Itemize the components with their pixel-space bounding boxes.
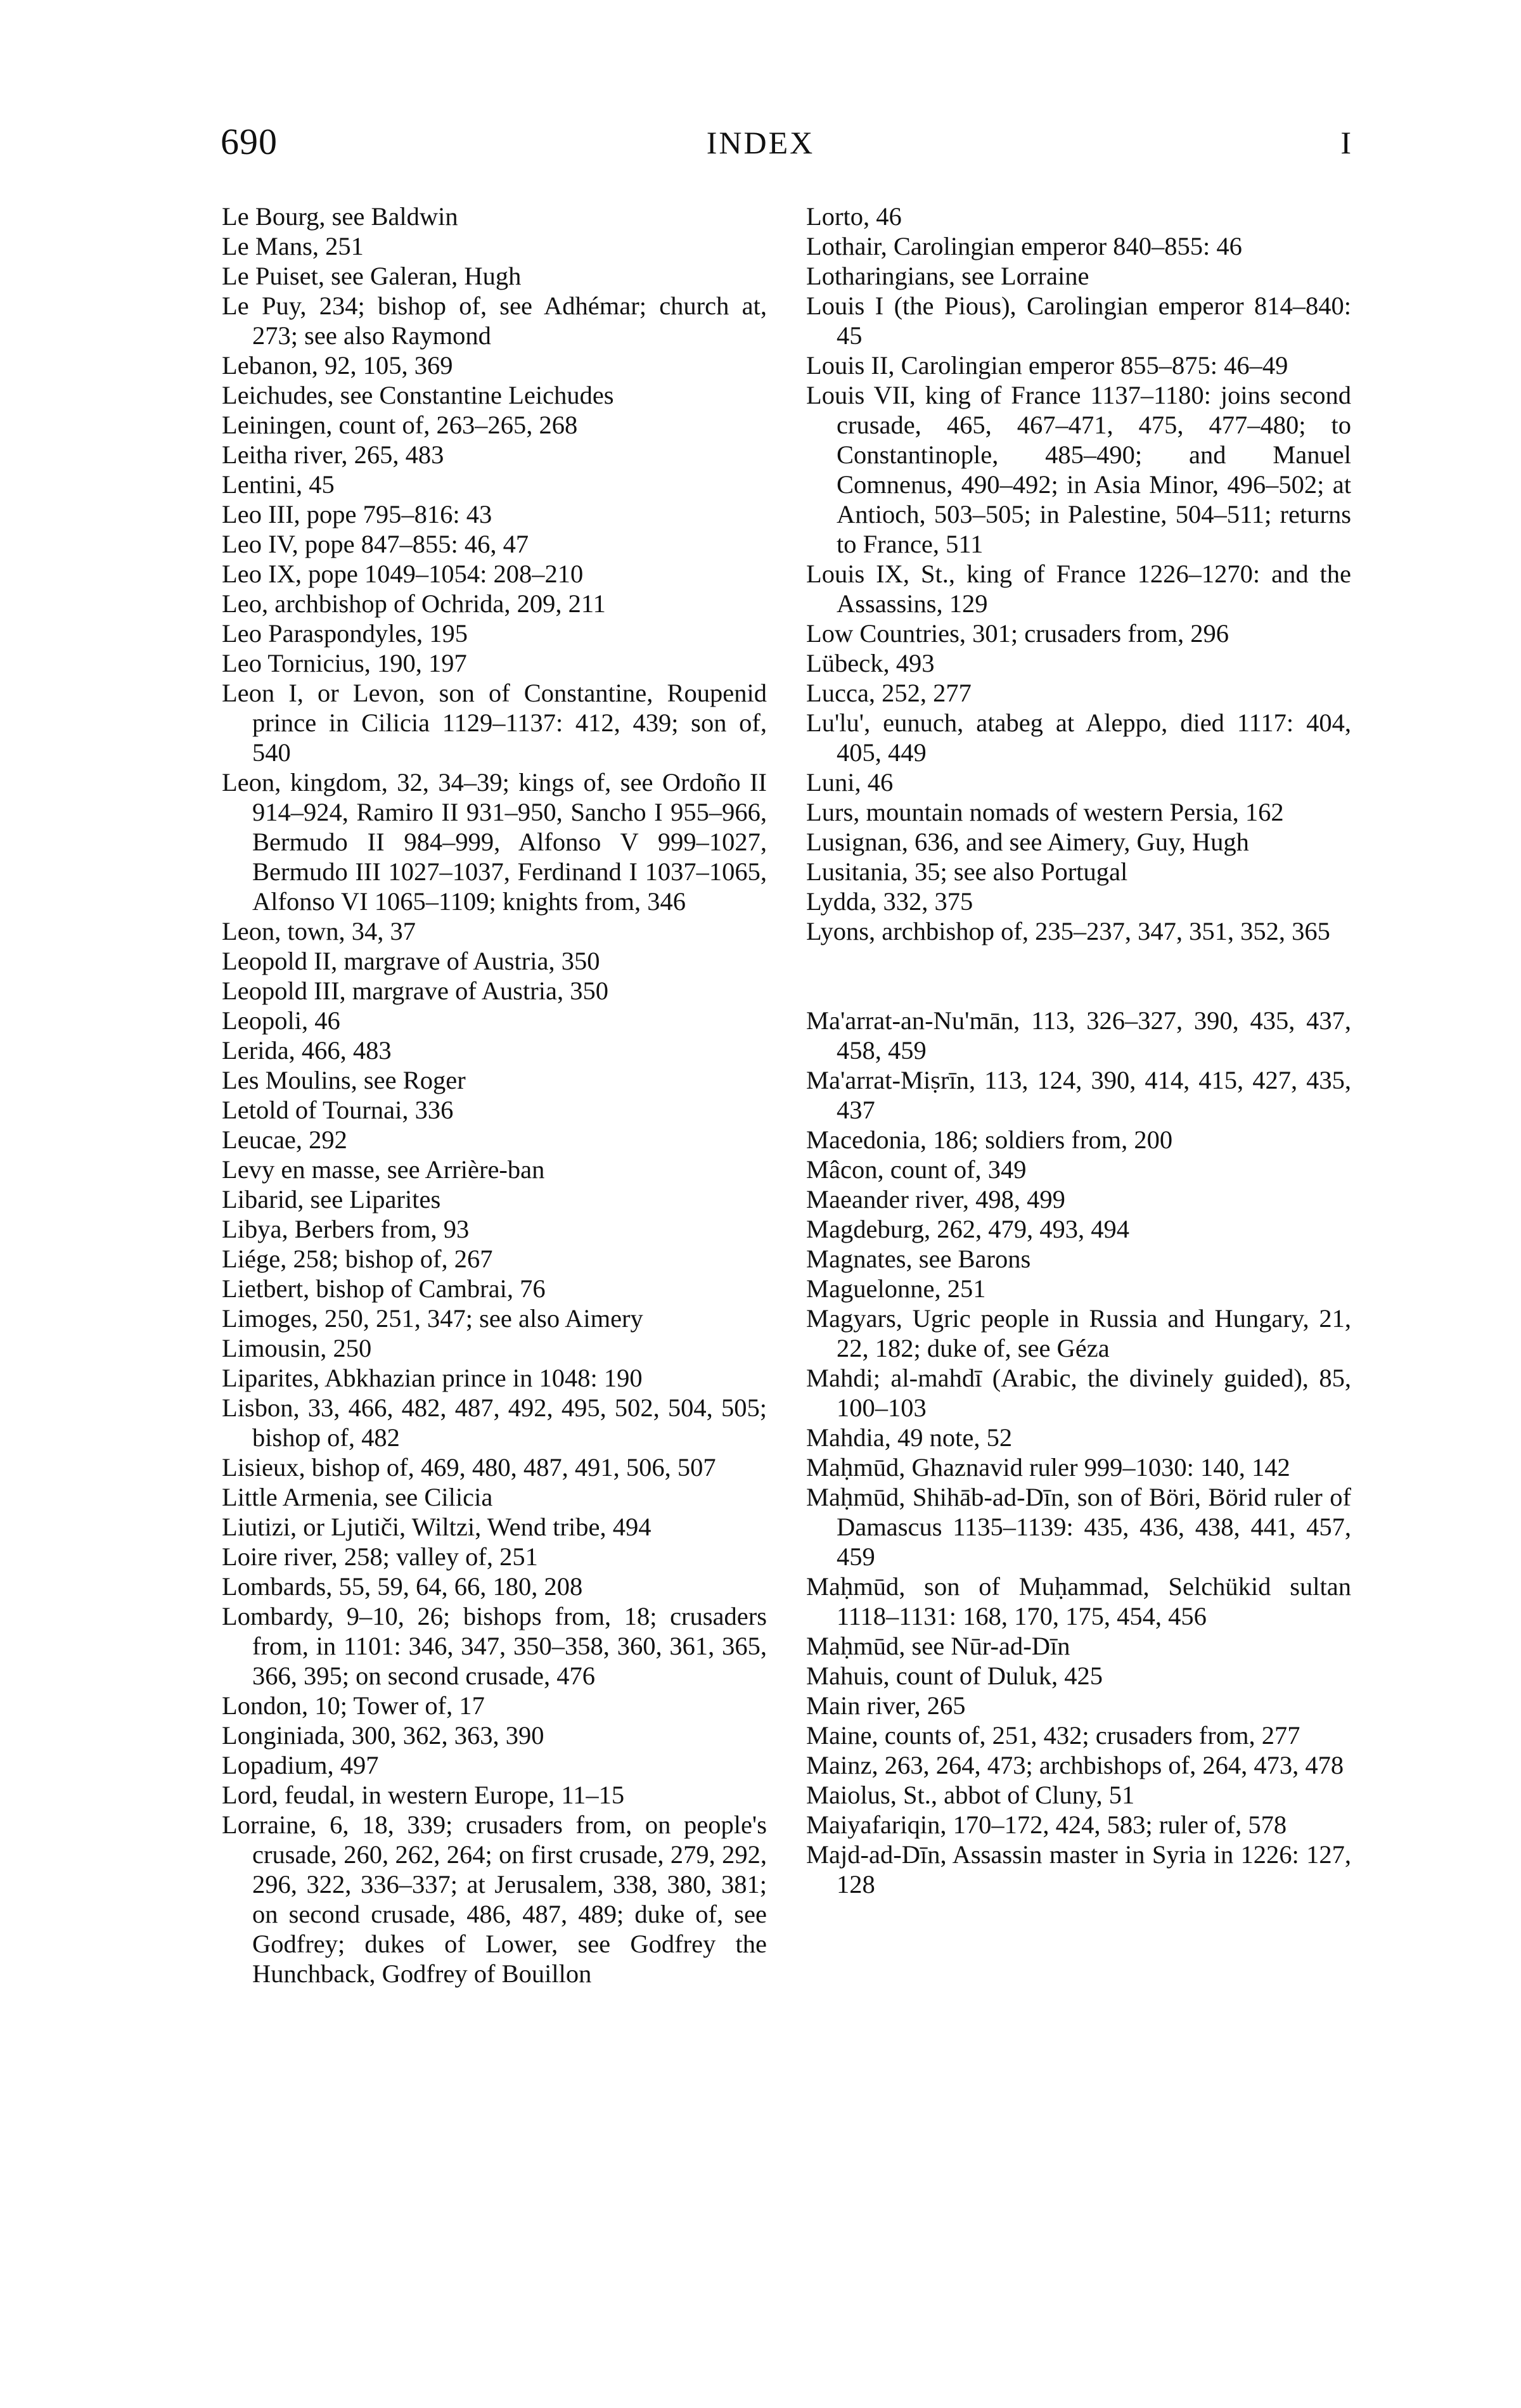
index-entry: Mâcon, count of, 349 xyxy=(806,1155,1027,1184)
index-entry: Leiningen, count of, 263–265, 268 xyxy=(222,411,578,439)
index-entry: Maḥmūd, son of Muḥammad, Selchükid sultan 1118–1131: 168, 170, 175, 454, 456 xyxy=(806,1572,1351,1630)
index-entry: Libya, Berbers from, 93 xyxy=(222,1215,470,1243)
index-entry: Lisieux, bishop of, 469, 480, 487, 491, 506, 507 xyxy=(222,1453,716,1482)
index-entry: Luni, 46 xyxy=(806,768,894,797)
index-entry: Leitha river, 265, 483 xyxy=(222,440,444,469)
index-entry: Le Puiset, see Galeran, Hugh xyxy=(222,262,522,290)
index-entry: Ma'arrat-Miṣrīn, 113, 124, 390, 414, 415, 427, 435, 437 xyxy=(806,1066,1351,1124)
index-entry: Louis IX, St., king of France 1226–1270: and the Assassins, 129 xyxy=(806,560,1351,618)
index-entry: Little Armenia, see Cilicia xyxy=(222,1483,493,1511)
index-entry: Leo IV, pope 847–855: 46, 47 xyxy=(222,530,529,558)
index-entry: Mainz, 263, 264, 473; archbishops of, 264, 473, 478 xyxy=(806,1751,1344,1779)
running-title: INDEX xyxy=(706,125,815,160)
index-entry: Lübeck, 493 xyxy=(806,649,935,677)
index-entry: Mahdia, 49 note, 52 xyxy=(806,1423,1013,1452)
index-entry: Lu'lu', eunuch, atabeg at Aleppo, died 1117: 404, 405, 449 xyxy=(806,708,1351,767)
index-entry: Le Bourg, see Baldwin xyxy=(222,202,458,231)
index-entry: Liutizi, or Ljutiči, Wiltzi, Wend tribe, 494 xyxy=(222,1513,651,1541)
index-entry: London, 10; Tower of, 17 xyxy=(222,1691,485,1720)
index-entry: Leon, town, 34, 37 xyxy=(222,917,416,945)
index-entry: Maeander river, 498, 499 xyxy=(806,1185,1065,1214)
index-entry: Liparites, Abkhazian prince in 1048: 190 xyxy=(222,1364,643,1392)
index-entry: Longiniada, 300, 362, 363, 390 xyxy=(222,1721,544,1750)
index-entry: Main river, 265 xyxy=(806,1691,966,1720)
index-entry: Lothair, Carolingian emperor 840–855: 46 xyxy=(806,232,1242,260)
index-entry: Lombards, 55, 59, 64, 66, 180, 208 xyxy=(222,1572,583,1601)
section-letter: I xyxy=(1340,125,1351,160)
index-entry: Maine, counts of, 251, 432; crusaders from, 277 xyxy=(806,1721,1300,1750)
index-column-right xyxy=(806,202,1351,1899)
index-entry: Leo Paraspondyles, 195 xyxy=(222,619,468,648)
index-entry: Lerida, 466, 483 xyxy=(222,1036,392,1065)
page-number: 690 xyxy=(221,121,278,162)
index-entry: Leo, archbishop of Ochrida, 209, 211 xyxy=(222,589,606,618)
index-entry: Macedonia, 186; soldiers from, 200 xyxy=(806,1125,1173,1154)
index-entry: Maiolus, St., abbot of Cluny, 51 xyxy=(806,1781,1135,1809)
index-entry: Maiyafariqin, 170–172, 424, 583; ruler of, 578 xyxy=(806,1810,1287,1839)
index-entry: Leo III, pope 795–816: 43 xyxy=(222,500,492,528)
index-entry: Magdeburg, 262, 479, 493, 494 xyxy=(806,1215,1129,1243)
index-entry: Leucae, 292 xyxy=(222,1125,347,1154)
index-entry: Majd-ad-Dīn, Assassin master in Syria in 1226: 127, 128 xyxy=(806,1840,1351,1899)
index-entry: Limousin, 250 xyxy=(222,1334,372,1362)
index-entry: Lurs, mountain nomads of western Persia, 162 xyxy=(806,798,1284,826)
index-entry: Magnates, see Barons xyxy=(806,1245,1031,1273)
index-entry: Louis VII, king of France 1137–1180: joins second crusade, 465, 467–471, 475, 477–480; to Constantinople, 485–490; and Manuel Comnenus, 490–492; in Asia Minor, 496–502; at Antioch, 503–505; in Palestine, 504–511; returns to France, 511 xyxy=(806,381,1351,558)
index-entry: Lydda, 332, 375 xyxy=(806,887,973,916)
index-entry: Leon I, or Levon, son of Constantine, Roupenid prince in Cilicia 1129–1137: 412, 439; son of, 540 xyxy=(222,679,767,767)
index-entry: Libarid, see Liparites xyxy=(222,1185,441,1214)
index-entry: Lorraine, 6, 18, 339; crusaders from, on people's crusade, 260, 262, 264; on first crusade, 279, 292, 296, 322, 336–337; at Jerusalem, 338, 380, 381; on second crusade, 486, 487, 489; duke of, see Godfrey; dukes of Lower, see Godfrey the Hunchback, Godfrey of Bouillon xyxy=(222,1810,767,1988)
index-entry: Leopoli, 46 xyxy=(222,1006,340,1035)
index-entry: Le Puy, 234; bishop of, see Adhémar; church at, 273; see also Raymond xyxy=(222,291,767,350)
index-entry: Lusitania, 35; see also Portugal xyxy=(806,857,1128,886)
index-entry: Le Mans, 251 xyxy=(222,232,364,260)
index-entry: Louis I (the Pious), Carolingian emperor 814–840: 45 xyxy=(806,291,1351,350)
index-entry: Maguelonne, 251 xyxy=(806,1274,986,1303)
index-entry: Leo Tornicius, 190, 197 xyxy=(222,649,467,677)
index-entry: Lombardy, 9–10, 26; bishops from, 18; crusaders from, in 1101: 346, 347, 350–358, 360, 361, 365, 366, 395; on second crusade, 476 xyxy=(222,1602,767,1690)
index-entry: Leichudes, see Constantine Leichudes xyxy=(222,381,614,409)
index-entry: Magyars, Ugric people in Russia and Hungary, 21, 22, 182; duke of, see Géza xyxy=(806,1304,1351,1362)
index-entry: Leo IX, pope 1049–1054: 208–210 xyxy=(222,560,584,588)
index-entry: Loire river, 258; valley of, 251 xyxy=(222,1542,538,1571)
index-entry: Liége, 258; bishop of, 267 xyxy=(222,1245,493,1273)
index-entry: Lisbon, 33, 466, 482, 487, 492, 495, 502, 504, 505; bishop of, 482 xyxy=(222,1393,767,1452)
index-entry: Lucca, 252, 277 xyxy=(806,679,972,707)
index-entry: Lentini, 45 xyxy=(222,470,335,499)
index-entry: Louis II, Carolingian emperor 855–875: 46–49 xyxy=(806,351,1288,380)
index-entry: Lietbert, bishop of Cambrai, 76 xyxy=(222,1274,546,1303)
index-entry: Levy en masse, see Arrière-ban xyxy=(222,1155,545,1184)
index-entry: Lord, feudal, in western Europe, 11–15 xyxy=(222,1781,625,1809)
index-entry: Limoges, 250, 251, 347; see also Aimery xyxy=(222,1304,643,1333)
index-entry: Letold of Tournai, 336 xyxy=(222,1096,454,1124)
section-gap xyxy=(806,946,1351,976)
section-gap xyxy=(806,976,1351,1006)
index-entry: Lopadium, 497 xyxy=(222,1751,379,1779)
index-entry: Leon, kingdom, 32, 34–39; kings of, see Ordoño II 914–924, Ramiro II 931–950, Sancho I 955–966, Bermudo II 984–999, Alfonso V 999–1027, Bermudo III 1027–1037, Ferdinand I 1037–1065, Alfonso VI 1065–1109; knights from, 346 xyxy=(222,768,767,916)
index-entry: Lotharingians, see Lorraine xyxy=(806,262,1089,290)
index-entry: Lusignan, 636, and see Aimery, Guy, Hugh xyxy=(806,828,1249,856)
index-entry: Leopold II, margrave of Austria, 350 xyxy=(222,947,600,975)
index-entry: Mahdi; al-mahdī (Arabic, the divinely guided), 85, 100–103 xyxy=(806,1364,1351,1422)
index-entry: Maḥmūd, Ghaznavid ruler 999–1030: 140, 142 xyxy=(806,1453,1290,1482)
index-entry: Ma'arrat-an-Nu'mān, 113, 326–327, 390, 435, 437, 458, 459 xyxy=(806,1006,1351,1065)
index-entry: Les Moulins, see Roger xyxy=(222,1066,466,1094)
index-entry: Lebanon, 92, 105, 369 xyxy=(222,351,453,380)
index-entry: Lyons, archbishop of, 235–237, 347, 351, 352, 365 xyxy=(806,917,1330,945)
index-entry: Maḥmūd, Shihāb-ad-Dīn, son of Böri, Börid ruler of Damascus 1135–1139: 435, 436, 438, 441, 457, 459 xyxy=(806,1483,1351,1571)
index-entry: Low Countries, 301; crusaders from, 296 xyxy=(806,619,1229,648)
index-entry: Mahuis, count of Duluk, 425 xyxy=(806,1662,1103,1690)
index-entry: Lorto, 46 xyxy=(806,202,902,231)
index-entry: Leopold III, margrave of Austria, 350 xyxy=(222,977,608,1005)
index-column-left xyxy=(222,202,767,1989)
index-entry: Maḥmūd, see Nūr-ad-Dīn xyxy=(806,1632,1070,1660)
